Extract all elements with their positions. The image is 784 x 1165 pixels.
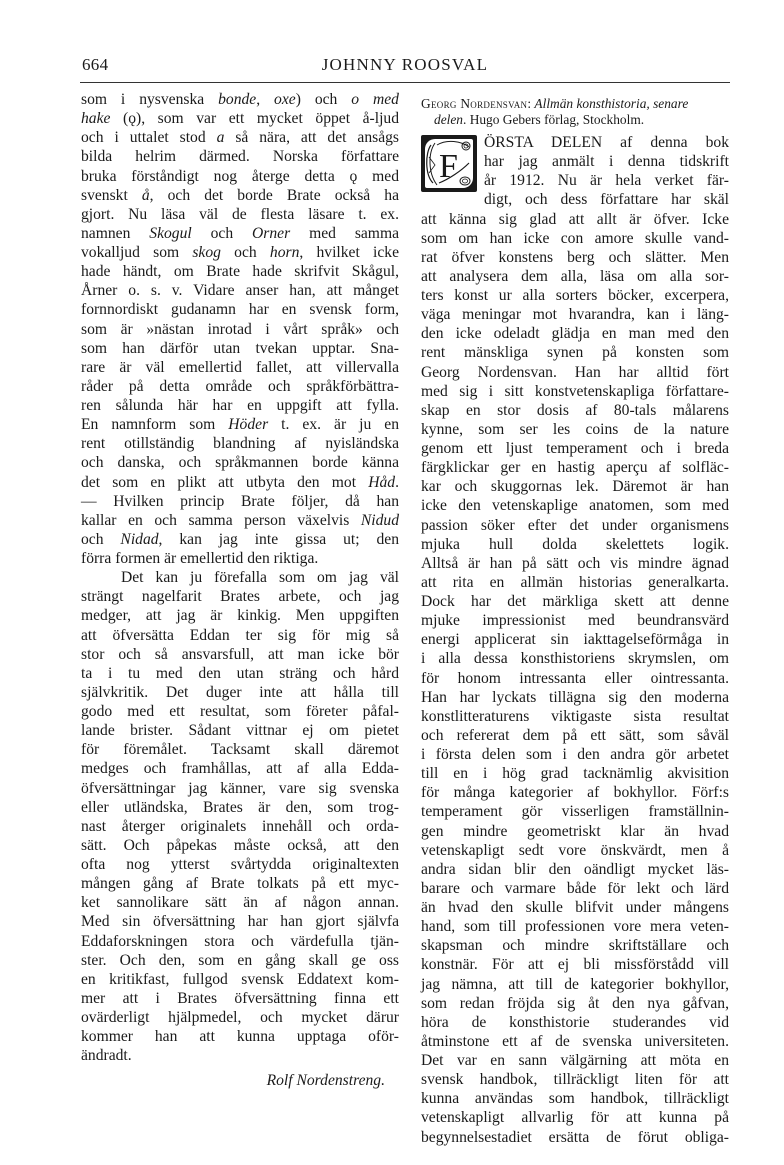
text-line: mjuka hull dolda skelettets logik.: [421, 535, 729, 553]
text-line: för föremålet. Tacksamt skall däremot: [81, 741, 399, 759]
text-line: nast återger originalets innehåll och orda-: [81, 817, 399, 835]
text-line: sätt. Och påpekas måste också, att den: [81, 836, 399, 854]
text-line: Årner o. s. v. Vidare anser han, att månget: [81, 282, 399, 300]
text-line: kynne, som ser les coins de la nature: [421, 420, 729, 438]
text-line: det som en plikt att utbyta den mot Håd.: [81, 473, 399, 491]
text-line: ändradt.: [81, 1047, 132, 1065]
text-line: skap en stor dosis af 80-tals målarens: [421, 401, 729, 419]
ornamental-initial-f-icon: [421, 135, 477, 192]
text-line: en kritikfast, fullgod svensk Eddatext kom-: [81, 970, 399, 988]
text-line: höra de konsthistorie studerandes vid: [421, 1013, 729, 1031]
text-line: som redan fröjda sig åt den nya gåfvan,: [421, 994, 729, 1012]
text-line: andra sidan blir den oändligt mycket läs-: [421, 860, 729, 878]
text-line: godo med ett resultat, som företer påfal-: [81, 703, 399, 720]
text-line: bilda helrim därmed. Norska författare: [81, 148, 399, 166]
text-line: medger, att jag är kinkig. Men uppgiften: [81, 607, 399, 625]
running-head: [82, 55, 728, 79]
author-signature: Rolf Nordenstreng.: [266, 1072, 385, 1090]
text-line: åtminstone ett af de svenska universiteten.: [421, 1032, 729, 1050]
text-line: vetenskapligt allvarlig för att kunna på: [421, 1109, 729, 1127]
review-citation: [421, 96, 729, 127]
text-line: digt, och dess författare har skäl: [484, 191, 729, 209]
text-line: självkritik. Det duger inte att hålla till: [81, 683, 399, 701]
text-line: råder på detta område och språkförbättra-: [81, 377, 399, 395]
right-column: [421, 96, 729, 1147]
text-line: namnen Skogul och Orner med samma: [81, 224, 399, 242]
text-line: år 1912. Nu är hela verket fär-: [484, 172, 729, 190]
text-line: rare är väl emellertid fallet, att villervalla: [81, 358, 399, 376]
citation-line-1: Georg Nordensvan: Allmän konsthistoria, senare: [421, 96, 689, 111]
text-line: den icke odeladt glädja en man med den: [421, 325, 729, 343]
text-line: mjuke impressionist med beundransvärd: [421, 612, 729, 630]
text-line: i första delen som i den andra gör arbetet: [421, 746, 729, 763]
text-line: ovärderligt hjälpmedel, och mycket därur: [81, 1009, 399, 1026]
text-line: Alltså är han på sätt och vis mindre ägnad: [421, 554, 729, 572]
text-line: ster. Och den, som en gång skall ge oss: [81, 951, 399, 969]
text-line: i alla dessa konsthistoriens skrymslen, om: [421, 650, 729, 668]
citation-title-cont: delen: [434, 111, 463, 127]
text-line: öfversättningar jag känner, vare sig svenska: [81, 779, 399, 797]
text-line: icke den vetenskaplige anatomen, som med: [421, 497, 729, 515]
text-line: begynnelsestadiet ersätta de förut obliga-: [421, 1128, 729, 1146]
text-line: att analysera dem alla, läsa om alla sor-: [421, 267, 729, 285]
text-line: hand, som till professionen vore mera veten-: [421, 918, 729, 936]
text-line: rent mänskliga synen på konsten som: [421, 344, 729, 362]
text-line: hade händt, om Brate hade skrifvit Skågul,: [81, 263, 399, 281]
text-line: konstlitteraturens viktigaste sista resultat: [421, 707, 729, 725]
text-line: att öfversätta Eddan ter sig för mig så: [81, 626, 399, 644]
text-line: som om han icke con amore skulle vand-: [421, 229, 729, 247]
text-line: Han har lyckats tillägna sig den moderna: [421, 688, 729, 706]
text-line: vokalljud som skog och horn, hvilket icke: [81, 244, 399, 261]
text-line: energi applicerat sin iakttagelseförmåga in: [421, 631, 729, 649]
text-line: passion söker efter det under organismens: [421, 516, 729, 534]
text-line: lande brister. Sådant vittnar ej om pietet: [81, 722, 399, 740]
text-line: genom ett ljust temperament och i breda: [421, 440, 729, 457]
text-line: En namnform som Höder t. ex. är ju en: [81, 416, 399, 434]
text-line: med sig i sitt konstvetenskapliga författare-: [421, 382, 729, 400]
text-line: Med sin öfversättning har han gjort självfa: [81, 913, 399, 931]
text-line: svenskt å, och det borde Brate också ha: [81, 186, 399, 204]
text-line: barare och varmare både för lekt och lärd: [421, 879, 729, 897]
text-line: som är »nästan inrotad i vårt språk» och: [81, 320, 399, 338]
text-line: än hvad den skulle blifvit under mångens: [421, 899, 729, 916]
text-line: har jag anmält i denna tidskrift: [484, 153, 729, 171]
text-line: hake (ǫ), som var ett mycket öppet å-ljud: [81, 110, 399, 128]
text-line: strängt nagelfarit Brates arbete, och jag: [81, 588, 399, 606]
text-line: mången gång af Brate tolkats på ett myc-: [81, 875, 399, 893]
text-line: och Nidad, kan jag inte gissa ut; den: [81, 530, 399, 548]
text-line: att känna sig glad att allt är öfver. Icke: [421, 210, 729, 228]
text-line: för honom intressanta eller ointressanta.: [421, 669, 729, 687]
text-line: gen mindre geometriskt klar än hvad: [421, 822, 729, 840]
svg-text:F: F: [439, 148, 458, 185]
left-column: [81, 90, 399, 1091]
text-line: bruka förståndigt nog återge detta ǫ med: [81, 167, 399, 185]
text-line: ofta nog ytterst svårtydda originaltexten: [81, 856, 399, 873]
text-line: mer att i Brates öfversättning finna ett: [81, 989, 399, 1007]
text-line: rent otillständig blandning af nyisländska: [81, 435, 399, 453]
text-line: färgklickar ger en hastig aperçu af solfläc-: [421, 459, 729, 477]
text-line: väga meningar mot hvarandra, kan i läng-: [421, 306, 729, 324]
text-line: att rita en allmän historias generalkarta.: [421, 573, 729, 591]
text-line: Eddaforskningen stora och värdefulla tjän-: [81, 932, 399, 950]
text-line: kunna användas som handbok, tillräckligt: [421, 1090, 729, 1108]
text-line: — Hvilken princip Brate följer, då han: [81, 492, 399, 510]
text-line: konstnär. För att ej bli missförstådd vill: [421, 956, 729, 974]
text-line: Det var en sann välgärning att möta en: [421, 1052, 729, 1069]
header-rule: [80, 82, 730, 83]
text-line: för många kategorier af bokhyllor. Förf:s: [421, 784, 729, 802]
text-line: vetenskapligt sedt vore önskvärdt, men å: [421, 841, 729, 859]
citation-publisher: . Hugo Gebers förlag, Stockholm.: [463, 111, 645, 127]
text-line: temperament gör visserligen framställnin-: [421, 803, 729, 821]
text-line: ÖRSTA DELEN af denna bok: [484, 134, 729, 151]
text-line: som i nysvenska bonde, oxe) och o med: [81, 91, 399, 108]
text-line: förra formen är emellertid den riktiga.: [81, 550, 319, 567]
text-line: kallar en och samma person växelvis Nidud: [81, 511, 399, 529]
text-line: Dock har det märkliga skett att denne: [421, 593, 729, 610]
right-column-body: [421, 210, 729, 1147]
text-line: medges och framhållas, att af alla Edda-: [81, 760, 399, 778]
text-line: och refererat dem på ett sätt, som såväl: [421, 726, 729, 744]
text-line: som han därför utan tvekan upptar. Sna-: [81, 339, 399, 357]
text-line: ta i tu med den utan sträng och hård: [81, 664, 399, 682]
text-line: ters konst ur alla sorters böcker, excerpera,: [421, 287, 729, 304]
text-line: och danska, och språkmannen borde känna: [81, 454, 399, 472]
text-line: jag nämna, att till de kategorier bokhyllor,: [421, 975, 729, 993]
text-line: och i uttalet stod a så nära, att det ansågs: [81, 129, 399, 147]
text-line: kommer han att kunna upptaga oför-: [81, 1028, 399, 1046]
text-line: fornnordiskt gudanamn har en svensk form,: [81, 301, 399, 319]
text-line: till en i hög grad tacknämlig akvisition: [421, 765, 729, 783]
text-line: skapsman och mindre skriftställare och: [421, 937, 729, 955]
text-line: gjort. Nu läsa väl de flesta läsare t. ex.: [81, 205, 399, 223]
citation-title: Allmän konsthistoria, senare: [534, 96, 689, 111]
text-line: kar och skuggornas lek. Däremot är han: [421, 478, 729, 496]
text-line: rat öfver konstens berg och slätter. Men: [421, 248, 729, 266]
dropcap-paragraph-start: [421, 133, 729, 210]
citation-author: Georg Nordensvan: [421, 96, 528, 111]
text-line: stor och så ansvarsfull, att man icke bör: [81, 645, 399, 663]
text-line: Det kan ju förefalla som om jag väl: [121, 569, 399, 587]
text-line: Georg Nordensvan. Han har alltid fört: [421, 363, 729, 381]
text-line: ren sålunda här har en uppgift att fylla.: [81, 397, 399, 414]
text-line: eller utländska, Brates är den, som trog-: [81, 798, 399, 816]
citation-line-2: [421, 112, 729, 128]
page-number: 664: [82, 55, 109, 74]
text-line: ket sannolikare sätt än af någon annan.: [81, 894, 399, 912]
running-title: JOHNNY ROOSVAL: [321, 55, 489, 74]
text-line: svensk handbok, tillräckligt liten för att: [421, 1071, 729, 1089]
